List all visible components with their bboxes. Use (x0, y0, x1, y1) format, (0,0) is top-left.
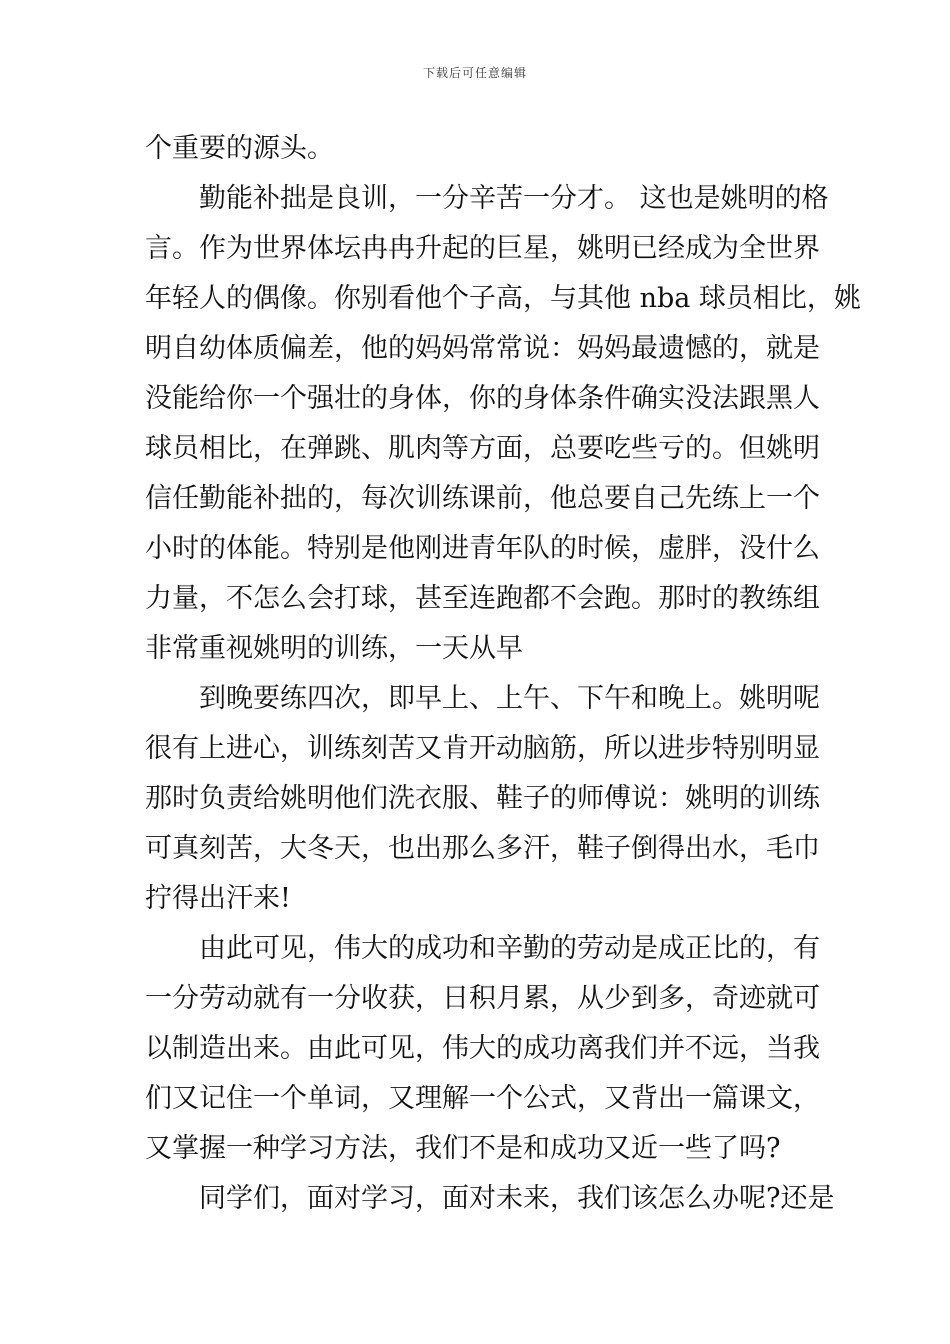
page-header: 下载后可任意编辑 (422, 66, 527, 80)
text-line: 球员相比，在弹跳、肌肉等方面，总要吃些亏的。但姚明 (145, 433, 820, 464)
text-line: 没能给你一个强壮的身体，你的身体条件确实没法跟黑人 (145, 383, 820, 414)
text-line: 到晚要练四次，即早上、上午、下午和晚上。姚明呢 (199, 683, 820, 714)
text-line: 年轻人的偶像。你别看他个子高，与其他 nba 球员相比，姚 (145, 283, 861, 314)
text-line: 很有上进心，训练刻苦又肯开动脑筋，所以进步特别明显 (145, 733, 820, 764)
text-line: 言。作为世界体坛冉冉升起的巨星，姚明已经成为全世界 (145, 233, 820, 264)
text-line: 以制造出来。由此可见，伟大的成功离我们并不远，当我 (145, 1033, 820, 1064)
text-line: 一分劳动就有一分收获，日积月累，从少到多，奇迹就可 (145, 983, 820, 1014)
text-line: 们又记住一个单词，又理解一个公式，又背出一篇课文， (145, 1083, 820, 1114)
text-line: 由此可见，伟大的成功和辛勤的劳动是成正比的，有 (199, 933, 820, 964)
text-line: 力量，不怎么会打球，甚至连跑都不会跑。那时的教练组 (145, 583, 820, 614)
text-line: 小时的体能。特别是他刚进青年队的时候，虚胖，没什么 (145, 533, 820, 564)
text-line: 拧得出汗来! (145, 883, 291, 914)
text-line: 可真刻苦，大冬天，也出那么多汗，鞋子倒得出水，毛巾 (145, 833, 820, 864)
text-line: 勤能补拙是良训，一分辛苦一分才。 这也是姚明的格 (199, 183, 829, 214)
text-line: 非常重视姚明的训练，一天从早 (145, 633, 523, 664)
text-line: 那时负责给姚明他们洗衣服、鞋子的师傅说：姚明的训练 (145, 783, 820, 814)
text-line: 个重要的源头。 (145, 133, 334, 164)
text-line: 同学们，面对学习，面对未来，我们该怎么办呢?还是 (199, 1183, 835, 1214)
text-line: 又掌握一种学习方法，我们不是和成功又近一些了吗? (145, 1133, 781, 1164)
text-line: 信任勤能补拙的，每次训练课前，他总要自己先练上一个 (145, 483, 820, 514)
text-line: 明自幼体质偏差，他的妈妈常常说：妈妈最遗憾的，就是 (145, 333, 820, 364)
body-text (145, 124, 861, 1224)
